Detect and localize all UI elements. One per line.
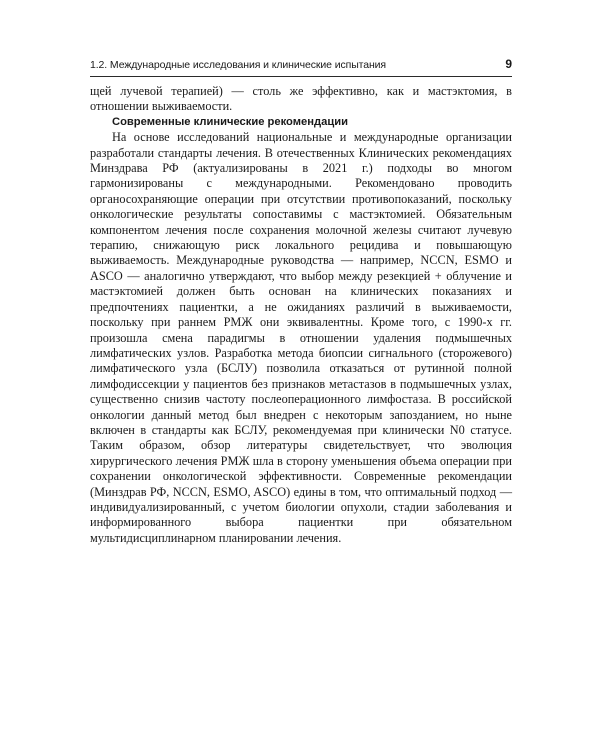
- main-paragraph: На основе исследований национальные и международные организации разработали стандарты лечения. В отечественных Клинических рекомендациях Минздрава РФ (актуализированы в 2021 г.) подходы во многом гармонизированы с международными. Рекомендовано проводить органосохраняющие операции при отсутствии противопоказаний, поскольку онкологические результаты сопоставимы с мастэктомией. Обязательным компонентом лечения после сохранения молочной железы считают лучевую терапию, снижающую риск локального рецидива и повышающую выживаемость. Международные руководства — например, NCCN, ESMO и ASCO — аналогично утверждают, что выбор между резекцией + облучение и мастэктомией должен быть основан на клинических показаниях и предпочтениях пациентки, а не ожиданиях различий в выживаемости, поскольку при раннем РМЖ они эквивалентны. Кроме того, с 1990-х гг. произошла смена парадигмы в отношении удаления подмышечных лимфатических узлов. Разработка метода биопсии сигнального (сторожевого) лимфатического узла (БСЛУ) позволила отказаться от рутинной полной лимфодиссекции у пациентов без признаков метастазов в подмышечных узлах, существенно снизив частоту послеоперационного лимфостаза. В российской онкологии данный метод был внедрен с некоторым запозданием, но ныне включен в стандарты как БСЛУ, рекомендуемая при клинически N0 статусе. Таким образом, обзор литературы свидетельствует, что эволюция хирургического лечения РМЖ шла в сторону уменьшения объема операции при сохранении онкологической эффективности. Современные рекомендации (Минздрав РФ, NCCN, ESMO, ASCO) едины в том, что оптимальный подход — индивидуализированный, с учетом биологии опухоли, стадии заболевания и информированного выбора пациентки при обязательном мультидисциплинарном планировании лечения.: [90, 130, 512, 545]
- book-page: [90, 58, 512, 546]
- running-header: [90, 58, 512, 77]
- section-heading: Современные клинические рекомендации: [112, 115, 348, 128]
- continuation-paragraph: щей лучевой терапией) — столь же эффективно, как и мастэктомия, в отношении выживаемости.: [90, 84, 512, 114]
- body-text: [90, 84, 512, 546]
- page-number: 9: [505, 57, 512, 71]
- section-title: 1.2. Международные исследования и клинические испытания: [90, 59, 387, 71]
